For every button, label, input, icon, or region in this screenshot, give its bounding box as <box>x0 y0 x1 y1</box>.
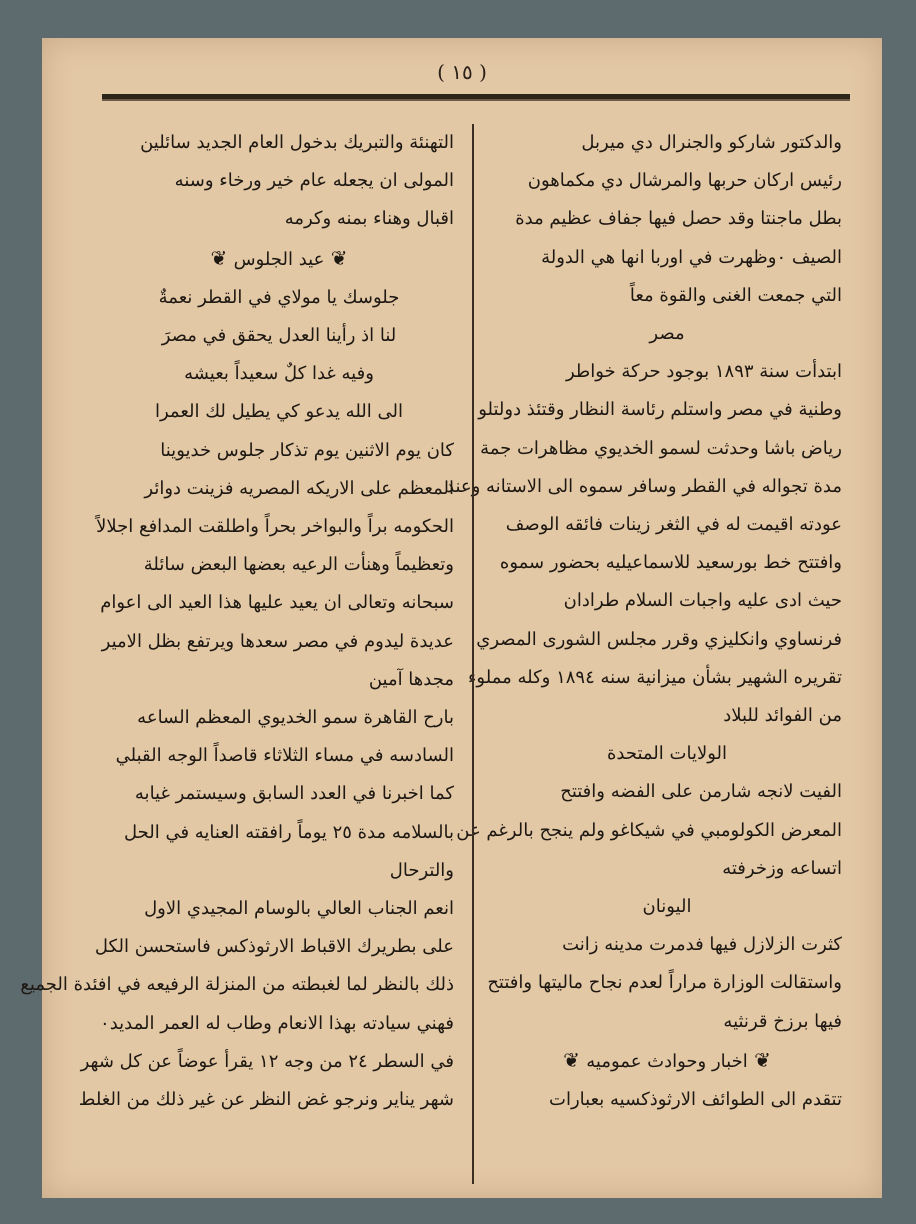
text-line: حيث ادى عليه واجبات السلام طرادان <box>563 590 842 612</box>
text-line: رياض باشا وحدثت لسمو الخديوي مظاهرات جمة <box>480 437 842 459</box>
text-line: ذلك بالنظر لما لغبطته من المنزلة الرفيعه في افئدة الجميع <box>20 974 454 996</box>
text-line: التهنئة والتبريك بدخول العام الجديد سائلين <box>140 132 454 153</box>
section-heading-text: عيد الجلوس <box>233 248 325 270</box>
verse-line: جلوسك يا مولاي في القطر نعمةٌ <box>158 286 400 308</box>
text-line: وتعظيماً وهنأت الرعيه بعضها البعض سائلة <box>143 554 454 576</box>
text-line: فهني سيادته بهذا الانعام وطاب له العمر المديد٠ <box>100 1012 454 1034</box>
section-heading: مصر <box>649 323 685 345</box>
page-number: ( ١٥ ) <box>437 60 487 84</box>
ornament-icon: ❦ <box>324 245 348 270</box>
newspaper-page <box>20 38 882 1198</box>
section-heading-text: اخبار وحوادث عموميه <box>586 1050 748 1072</box>
text-line: رئيس اركان حربها والمرشال دي مكماهون <box>527 170 842 192</box>
text-line: تتقدم الى الطوائف الارثوذكسيه بعبارات <box>549 1089 842 1111</box>
text-line: فيها برزخ قرنثيه <box>723 1010 842 1032</box>
text-line: فرنساوي وانكليزي وقرر مجلس الشورى المصري <box>476 628 842 650</box>
header-rule <box>102 94 850 101</box>
section-heading: الولايات المتحدة <box>606 743 728 765</box>
text-line: شهر يناير ونرجو غض النظر عن غير ذلك من الغلط <box>78 1089 454 1111</box>
text-line: سبحانه وتعالى ان يعيد عليها هذا العيد الى اعوام <box>100 592 454 614</box>
text-line: كان يوم الاثنين يوم تذكار جلوس خديوينا <box>160 439 454 461</box>
text-line: والترحال <box>389 859 454 881</box>
verse-line: الى الله يدعو كي يطيل لك العمرا <box>155 401 403 423</box>
text-line: مدة تجواله في القطر وسافر سموه الى الاستانه وعند <box>446 475 842 497</box>
text-line: انعم الجناب العالي بالوسام المجيدي الاول <box>144 898 454 920</box>
right-column <box>446 124 842 1119</box>
text-line: كثرت الزلازل فيها فدمرت مدينه زانت <box>562 934 842 956</box>
left-column <box>20 124 454 1119</box>
text-line: تقريره الشهير بشأن ميزانية سنه ١٨٩٤ وكله مملوء <box>467 666 842 688</box>
text-line: وافتتح خط بورسعيد للاسماعيليه بحضور سموه <box>499 552 842 574</box>
text-line: بارح القاهرة سمو الخديوي المعظم الساعه <box>137 707 454 729</box>
text-line: بطل ماجنتا وقد حصل فيها جفاف عظيم مدة <box>515 208 842 230</box>
text-line: بالسلامه مدة ٢٥ يوماً رافقته العنايه في الحل <box>123 821 454 843</box>
ornament-icon: ❦ <box>747 1047 771 1072</box>
text-line: والدكتور شاركو والجنرال دي ميربل <box>581 132 842 153</box>
text-line: السادسه في مساء الثلاثاء قاصداً الوجه القبلي <box>115 745 454 767</box>
section-heading <box>492 1041 842 1081</box>
ornament-icon: ❦ <box>563 1047 587 1072</box>
text-line: التي جمعت الغنى والقوة معاً <box>629 284 842 306</box>
text-line: مجدها آمين <box>368 668 454 690</box>
verse-line: وفيه غدا كلٌ سعيداً بعيشه <box>184 363 374 385</box>
verse-line: لنا اذ رأينا العدل يحقق في مصرَ <box>161 325 397 347</box>
section-heading: اليونان <box>642 896 692 918</box>
text-line: الصيف ٠وظهرت في اوربا انها هي الدولة <box>541 246 842 268</box>
text-line: على بطريرك الاقباط الارثوذكس فاستحسن الكل <box>94 936 454 958</box>
text-line: من الفوائد للبلاد <box>723 705 842 727</box>
ornament-icon: ❦ <box>210 245 234 270</box>
text-line: واستقالت الوزارة مراراً لعدم نجاح ماليتها وافتتح <box>487 972 842 994</box>
text-line: عديدة ليدوم في مصر سعدها ويرتفع بظل الامير <box>101 630 454 652</box>
text-line: في السطر ٢٤ من وجه ١٢ يقرأ عوضاً عن كل شهر <box>80 1050 454 1072</box>
column-divider <box>472 124 474 1184</box>
text-line: الحكومه براً والبواخر بحراً واطلقت المدافع اجلالاً <box>96 516 454 538</box>
text-line: عودته اقيمت له في الثغر زينات فائقه الوصف <box>505 514 842 536</box>
text-line: المعظم على الاريكه المصريه فزينت دوائر <box>144 477 454 499</box>
text-line: كما اخبرنا في العدد السابق وسيستمر غيابه <box>134 783 454 805</box>
text-line: وطنية في مصر واستلم رئاسة النظار وقتئذ دولتلو <box>478 399 842 421</box>
section-heading <box>104 239 454 279</box>
text-line: ابتدأت سنة ١٨٩٣ بوجود حركة خواطر <box>565 361 842 383</box>
text-line: اقبال وهناء بمنه وكرمه <box>284 208 454 230</box>
text-line: المولى ان يجعله عام خير ورخاء وسنه <box>174 170 454 192</box>
text-line: اتساعه وزخرفته <box>722 857 842 879</box>
text-line: المعرض الكولومبي في شيكاغو ولم ينجح بالرغم عن <box>456 819 842 841</box>
text-line: الفيت لانجه شارمن على الفضه وافتتح <box>560 781 842 803</box>
